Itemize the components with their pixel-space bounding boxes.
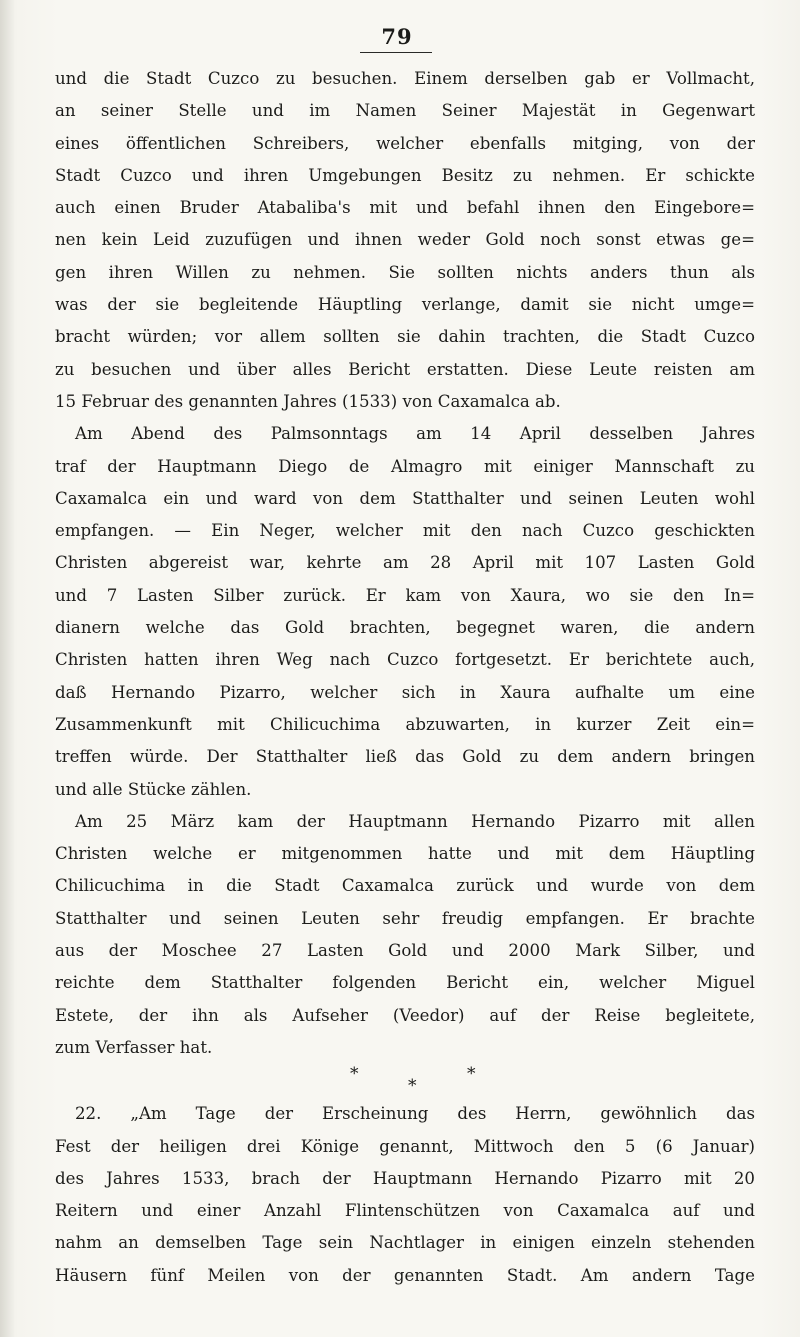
text-line: was der sie begleitende Häuptling verlange, damit sie nicht umge=: [55, 295, 755, 315]
text-line: aus der Moschee 27 Lasten Gold und 2000 Mark Silber, und: [55, 941, 755, 961]
text-line: 15 Februar des genannten Jahres (1533) von Caxamalca ab.: [55, 391, 561, 411]
binding-edge: [0, 0, 14, 1337]
text-line: Statthalter und seinen Leuten sehr freudig empfangen. Er brachte: [55, 908, 755, 928]
text-line: Christen hatten ihren Weg nach Cuzco fortgesetzt. Er berichtete auch,: [55, 650, 755, 670]
text-line: Chilicuchima in die Stadt Caxamalca zurück und wurde von dem: [55, 876, 755, 896]
header-rule: [360, 52, 432, 53]
text-line: Zusammenkunft mit Chilicuchima abzuwarten, in kurzer Zeit ein=: [55, 714, 755, 734]
text-line: reichte dem Statthalter folgenden Bericht ein, welcher Miguel: [55, 973, 755, 993]
text-line: des Jahres 1533, brach der Hauptmann Hernando Pizarro mit 20: [55, 1168, 755, 1188]
text-line: daß Hernando Pizarro, welcher sich in Xaura aufhalte um eine: [55, 682, 755, 702]
text-line: nahm an demselben Tage sein Nachtlager in einigen einzeln stehenden: [55, 1233, 755, 1253]
text-line: und alle Stücke zählen.: [55, 779, 252, 799]
text-line: bracht würden; vor allem sollten sie dahin trachten, die Stadt Cuzco: [55, 327, 755, 347]
text-line: treffen würde. Der Statthalter ließ das Gold zu dem andern bringen: [55, 747, 755, 767]
text-line: auch einen Bruder Atabaliba's mit und befahl ihnen den Eingebore=: [55, 198, 755, 218]
text-line: und die Stadt Cuzco zu besuchen. Einem derselben gab er Vollmacht,: [55, 69, 755, 88]
text-line: Fest der heiligen drei Könige genannt, Mittwoch den 5 (6 Januar): [55, 1136, 755, 1156]
text-line: nen kein Leid zuzufügen und ihnen weder Gold noch sonst etwas ge=: [55, 230, 755, 250]
section-separator: [55, 1064, 755, 1098]
text-line: traf der Hauptmann Diego de Almagro mit einiger Mannschaft zu: [55, 456, 755, 476]
text-line: empfangen. — Ein Neger, welcher mit den nach Cuzco geschickten: [55, 521, 755, 541]
text-line: Estete, der ihn als Aufseher (Veedor) auf der Reise begleitete,: [55, 1005, 755, 1025]
text-line: Am 25 März kam der Hauptmann Hernando Pizarro mit allen: [75, 811, 755, 831]
text-line: an seiner Stelle und im Namen Seiner Majestät in Gegenwart: [55, 101, 755, 121]
text-line: Häusern fünf Meilen von der genannten Stadt. Am andern Tage: [55, 1265, 755, 1285]
text-line: Stadt Cuzco und ihren Umgebungen Besitz zu nehmen. Er schickte: [55, 165, 755, 185]
text-line: und 7 Lasten Silber zurück. Er kam von Xaura, wo sie den In=: [55, 585, 755, 605]
asterisk: *: [350, 1064, 359, 1085]
text-line: 22. „Am Tage der Erscheinung des Herrn, gewöhnlich das: [75, 1104, 755, 1124]
text-line: Reitern und einer Anzahl Flintenschützen von Caxamalca auf und: [55, 1201, 755, 1221]
text-line: zum Verfasser hat.: [55, 1037, 213, 1057]
page-number: 79: [381, 24, 413, 49]
text-line: zu besuchen und über alles Bericht erstatten. Diese Leute reisten am: [55, 359, 755, 379]
text-body: [55, 63, 755, 1292]
text-line: Christen welche er mitgenommen hatte und mit dem Häuptling: [55, 844, 755, 864]
asterisk: *: [408, 1076, 417, 1097]
text-line: gen ihren Willen zu nehmen. Sie sollten nichts anders thun als: [55, 262, 755, 282]
text-line: Caxamalca ein und ward von dem Statthalter und seinen Leuten wohl: [55, 488, 755, 508]
text-line: dianern welche das Gold brachten, begegnet waren, die andern: [55, 618, 755, 638]
text-line: Am Abend des Palmsonntags am 14 April desselben Jahres: [75, 424, 755, 444]
text-line: eines öffentlichen Schreibers, welcher ebenfalls mitging, von der: [55, 133, 755, 153]
text-line: Christen abgereist war, kehrte am 28 April mit 107 Lasten Gold: [55, 553, 755, 573]
asterisk: *: [467, 1064, 476, 1085]
